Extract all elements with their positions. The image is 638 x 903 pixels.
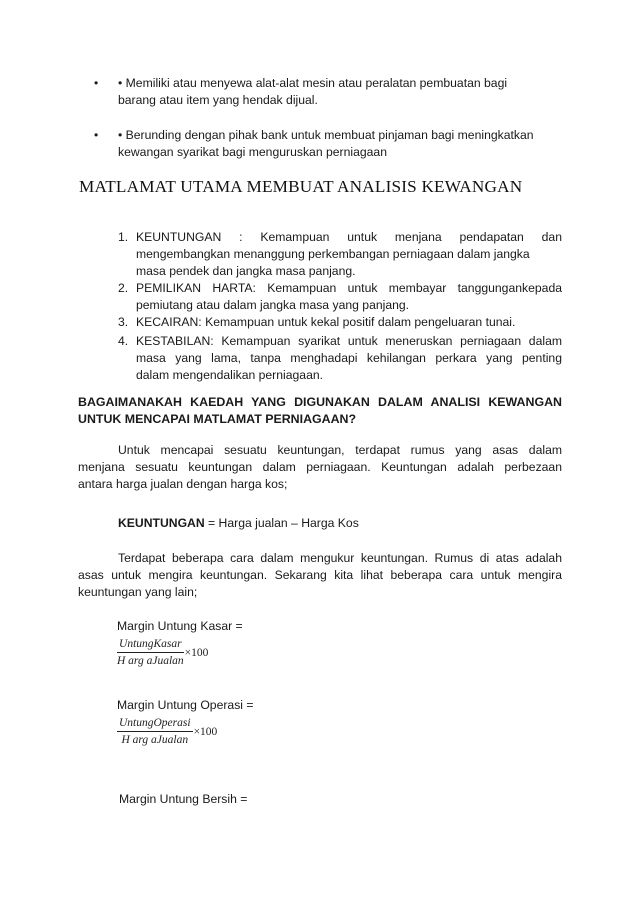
objective-item	[136, 333, 562, 384]
margin-label: Margin Untung Operasi =	[117, 698, 254, 712]
multiplier: ×100	[193, 725, 218, 738]
fraction-denominator: H arg aJualan	[117, 655, 184, 667]
objective-item	[136, 314, 562, 331]
bullet-line: barang atau item yang hendak dijual.	[118, 93, 318, 107]
objective-line: mengembangkan menanggung perkembangan perniagaan dalam jangka	[136, 247, 530, 261]
paragraph-line: asas untuk mengira keuntungan. Sekarang kita lihat beberapa cara untuk mengira	[78, 568, 562, 582]
question-line: BAGAIMANAKAH KAEDAH YANG DIGUNAKAN DALAM ANALISI KEWANGAN	[78, 395, 562, 409]
paragraph-line: antara harga jualan dengan harga kos;	[78, 477, 288, 491]
fraction-numerator: UntungOperasi	[117, 716, 193, 732]
bullet-item	[118, 75, 558, 109]
objective-line: dalam mengendalikan perniagaan.	[136, 368, 324, 382]
paragraph-line: Terdapat beberapa cara dalam mengukur keuntungan. Rumus di atas adalah	[118, 551, 562, 565]
objective-line: pemiutang atau dalam jangka masa yang panjang.	[136, 298, 410, 312]
question-heading	[78, 394, 562, 428]
section-heading: MATLAMAT UTAMA MEMBUAT ANALISIS KEWANGAN	[79, 177, 523, 196]
paragraph	[78, 442, 562, 493]
bullet-marker: •	[94, 128, 99, 142]
bullet-line: • Berunding dengan pihak bank untuk membuat pinjaman bagi meningkatkan	[118, 128, 534, 142]
margin-label: Margin Untung Bersih =	[119, 792, 248, 806]
objective-line: masa pendek dan jangka masa panjang.	[136, 264, 356, 278]
formula-operating-margin	[117, 716, 217, 748]
margin-label: Margin Untung Kasar =	[117, 619, 243, 633]
bullet-line: kewangan syarikat bagi menguruskan perniagaan	[118, 145, 387, 159]
paragraph-line: menjana sesuatu keuntungan dalam perniagaan. Keuntungan adalah perbezaan	[78, 460, 562, 474]
fraction-numerator: UntungKasar	[117, 637, 184, 653]
paragraph	[78, 550, 562, 601]
objective-line: PEMILIKAN HARTA: Kemampuan untuk membayar tanggungankepada	[136, 281, 562, 295]
profit-formula	[118, 515, 359, 532]
bullet-line: • Memiliki atau menyewa alat-alat mesin atau peralatan pembuatan bagi	[118, 76, 508, 90]
objective-line: KECAIRAN: Kemampuan untuk kekal positif dalam pengeluaran tunai.	[136, 315, 516, 329]
bullet-item	[118, 127, 558, 161]
paragraph-line: keuntungan yang lain;	[78, 585, 198, 599]
list-number: 4.	[118, 334, 129, 348]
profit-expression: = Harga jualan – Harga Kos	[204, 516, 359, 530]
list-number: 3.	[118, 315, 129, 329]
list-number: 1.	[118, 230, 129, 244]
fraction	[117, 637, 184, 669]
objective-line: KESTABILAN: Kemampuan syarikat untuk meneruskan perniagaan dalam	[136, 334, 562, 348]
profit-term: KEUNTUNGAN	[118, 516, 205, 530]
objective-line: KEUNTUNGAN : Kemampuan untuk menjana pendapatan dan	[136, 230, 562, 244]
fraction-denominator: H arg aJualan	[121, 734, 189, 746]
paragraph-line: Untuk mencapai sesuatu keuntungan, terdapat rumus yang asas dalam	[118, 443, 562, 457]
objective-line: masa yang lama, tanpa menghadapi kehilangan perkara yang penting	[136, 351, 562, 365]
fraction	[117, 716, 193, 748]
question-line: UNTUK MENCAPAI MATLAMAT PERNIAGAAN?	[78, 412, 357, 426]
formula-gross-margin	[117, 637, 208, 669]
multiplier: ×100	[184, 646, 209, 659]
list-number: 2.	[118, 281, 129, 295]
objective-item	[136, 229, 562, 280]
bullet-marker: •	[94, 76, 99, 90]
objective-item	[136, 280, 562, 314]
